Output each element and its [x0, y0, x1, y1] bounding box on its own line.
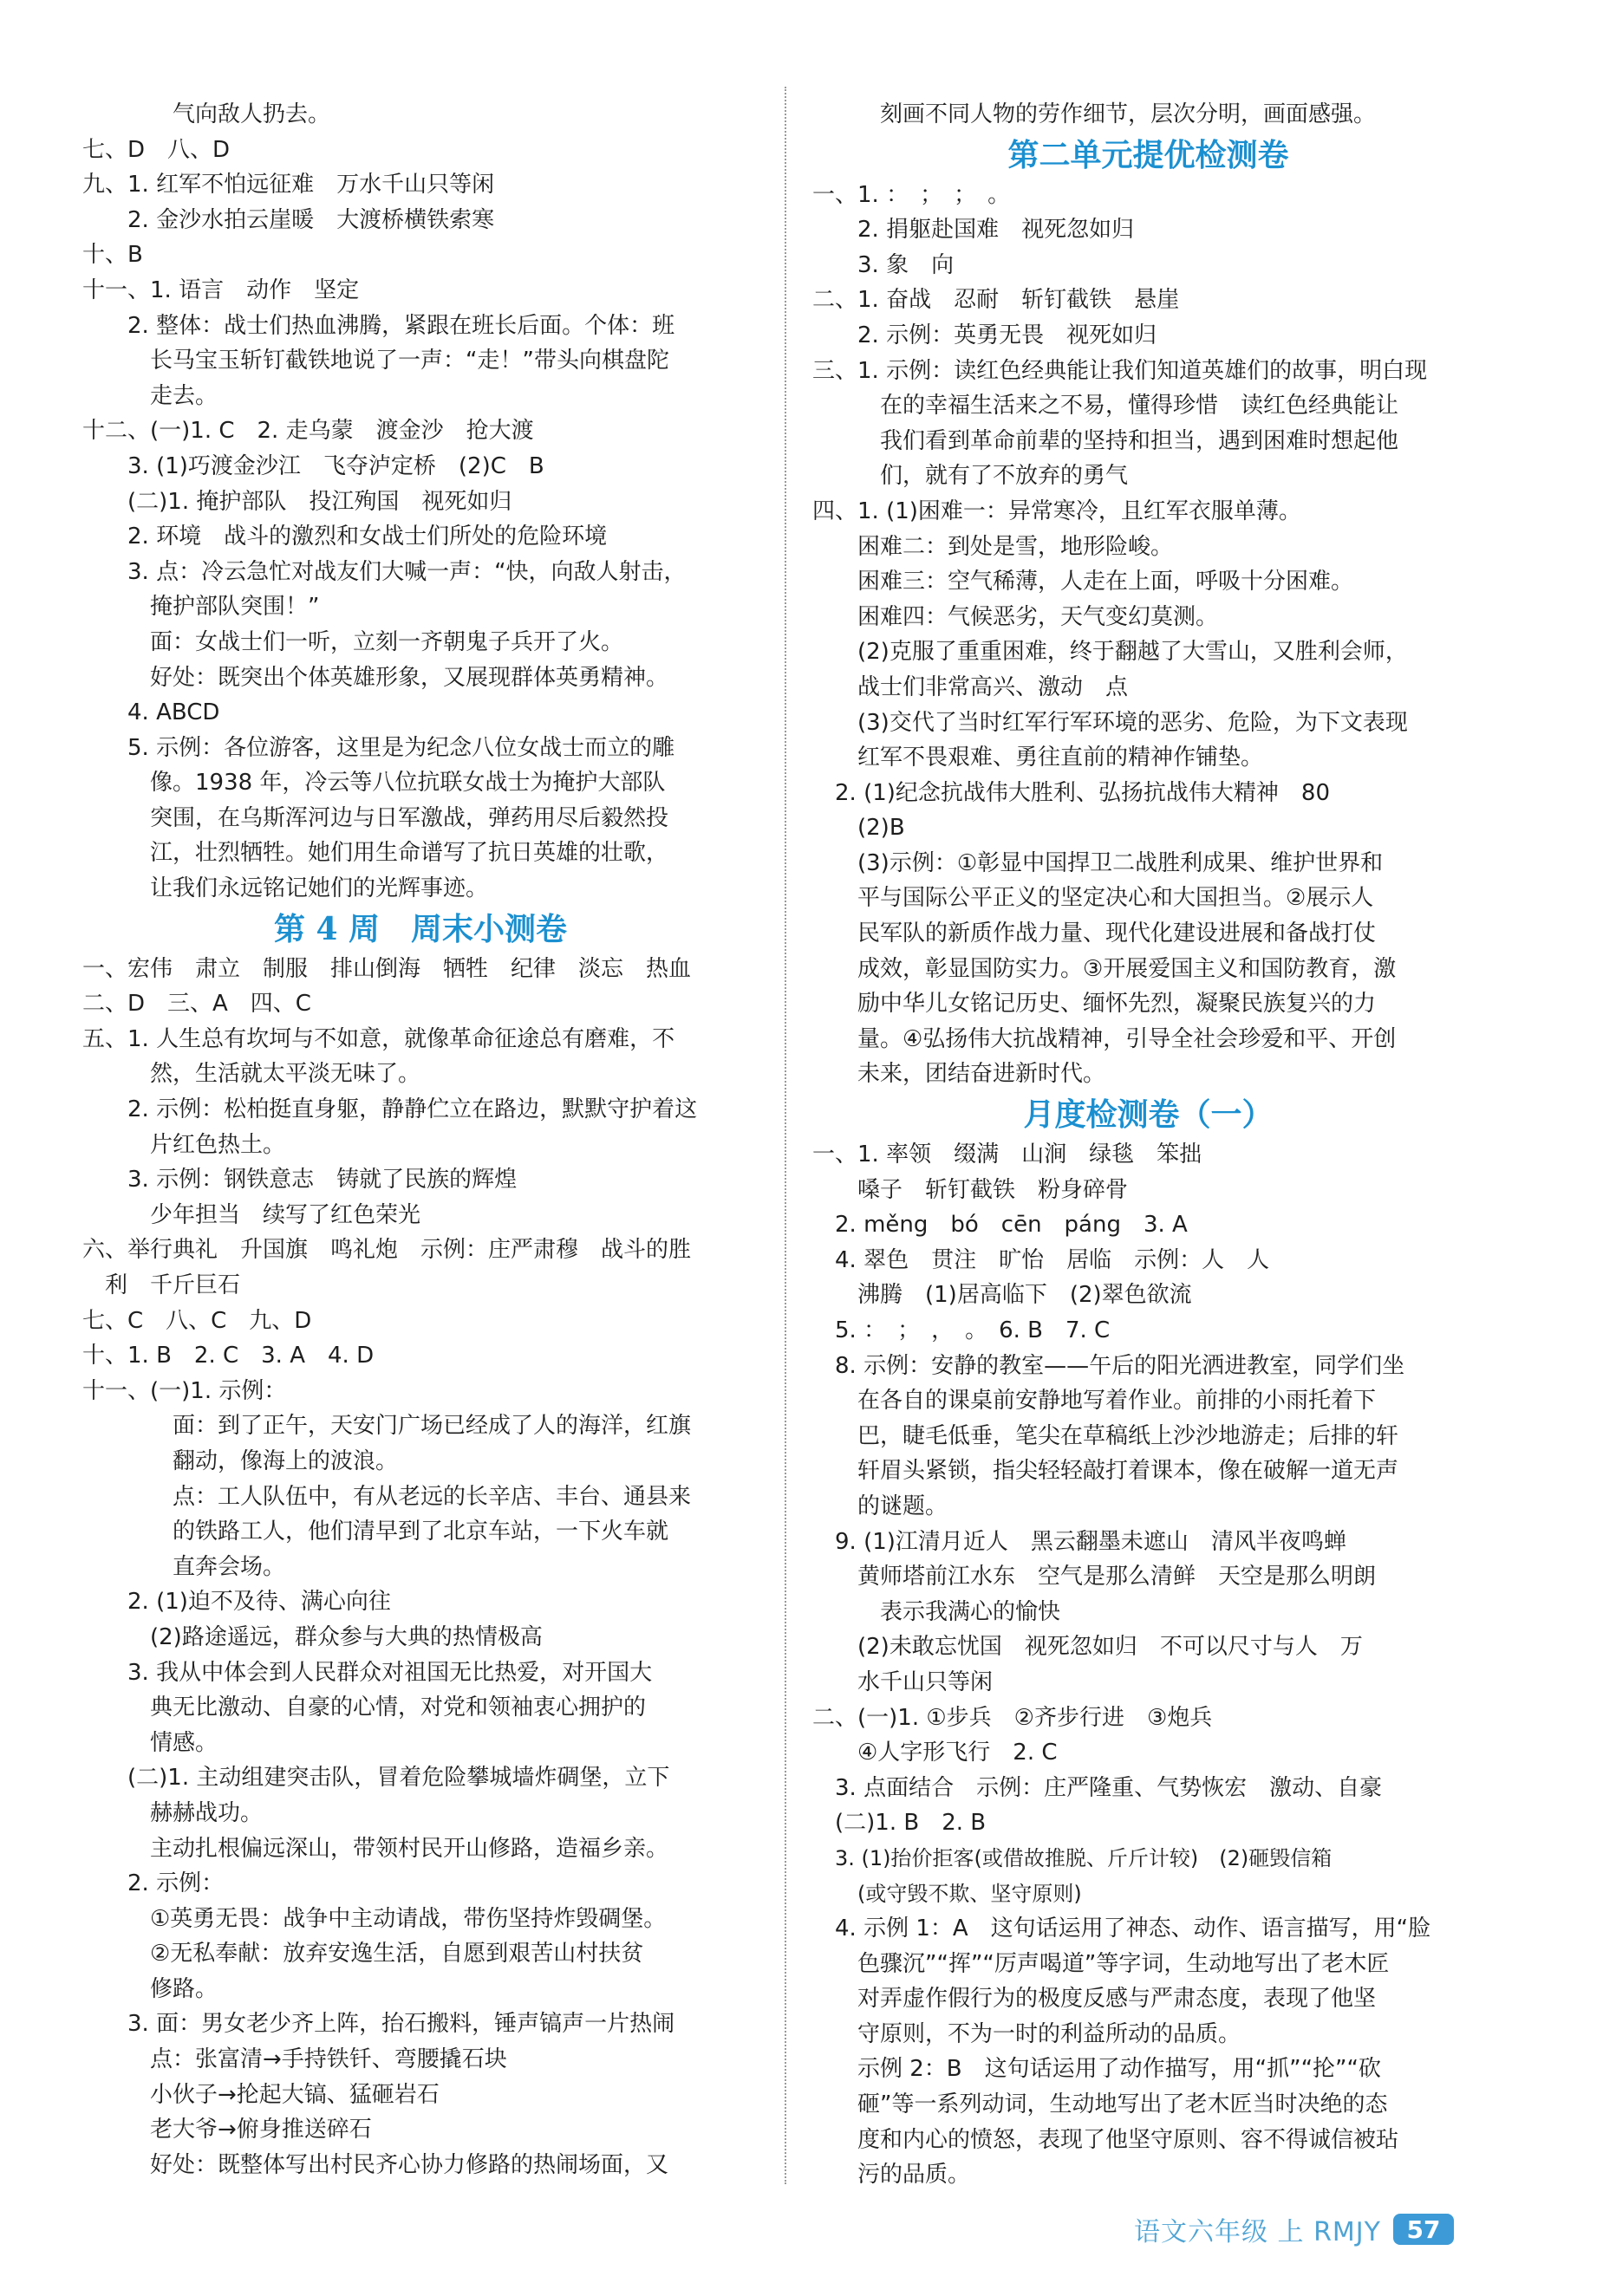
- answer-line: 守原则，不为一时的利益所动的品质。: [857, 2020, 1241, 2047]
- answer-line: 刻画不同人物的劳作细节，层次分明，画面感强。: [880, 101, 1377, 127]
- page-number: 57: [1393, 2214, 1454, 2245]
- left-column: [82, 97, 759, 2182]
- answer-line: 七、C 八、C 九、D: [82, 1307, 312, 1334]
- answer-line: ②无私奉献：放弃安逸生活，自愿到艰苦山村扶贫: [150, 1941, 644, 1968]
- answer-line: 2. 示例：: [127, 1870, 225, 1897]
- answer-line: 污的品质。: [857, 2162, 971, 2189]
- answer-line: 3. 面：男女老少齐上阵，抬石搬料，锤声镐声一片热闹: [127, 2011, 675, 2038]
- answer-line: 巴，睫毛低垂，笔尖在草稿纸上沙沙地游走；后排的轩: [857, 1422, 1399, 1449]
- answer-line: 气向敌人扔去。: [173, 101, 331, 127]
- column-divider: [785, 87, 786, 2184]
- answer-line: 二、1. 奋战 忍耐 斩钉截铁 悬崖: [812, 287, 1180, 314]
- answer-line: 点：工人队伍中，有从老远的长辛店、丰台、通县来: [173, 1483, 692, 1510]
- answer-line: 2. 示例：松柏挺直身躯，静静伫立在路边，默默守护着这: [127, 1096, 698, 1123]
- answer-line: 们，就有了不放弃的勇气: [880, 463, 1129, 490]
- answer-line: 平与国际公平正义的坚定决心和大国担当。②展示人: [857, 885, 1374, 912]
- answer-line: 像。1938 年，冷云等八位抗联女战士为掩护大部队: [150, 770, 666, 797]
- answer-line: 未来，团结奋进新时代。: [857, 1061, 1106, 1088]
- answer-line: 我们看到革命前辈的坚持和担当，遇到困难时想起他: [880, 427, 1399, 454]
- answer-line: 五、1. 人生总有坎坷与不如意，就像革命征途总有磨难，不: [82, 1025, 675, 1052]
- answer-line: 2. měng bó cēn páng 3. A: [835, 1212, 1188, 1239]
- answer-line: (2)克服了重重困难，终于翻越了大雪山，又胜利会师，: [857, 639, 1408, 666]
- answer-line: 困难三：空气稀薄，人走在上面，呼吸十分困难。: [857, 569, 1354, 595]
- answer-line: 好处：既整体写出村民齐心协力修路的热闹场面，又: [150, 2151, 669, 2178]
- answer-line: 十一、1. 语言 动作 坚定: [82, 276, 360, 303]
- answer-line: 让我们永远铭记她们的光辉事迹。: [150, 875, 489, 902]
- answer-line: 轩眉头紧锁，指尖轻轻敲打着课本，像在破解一道无声: [857, 1458, 1399, 1485]
- answer-line: 十二、(一)1. C 2. 走乌蒙 渡金沙 抢大渡: [82, 418, 534, 445]
- answer-line: 4. 翠色 贯注 旷怡 居临 示例：人 人: [835, 1246, 1270, 1273]
- answer-line: (2)未敢忘忧国 视死忽如归 不可以尺寸与人 万: [857, 1634, 1363, 1661]
- answer-line: 突围，在乌斯浑河边与日军激战，弹药用尽后毅然投: [150, 804, 669, 831]
- answer-line: 情感。: [150, 1729, 218, 1756]
- answer-line: (2)B: [857, 815, 905, 842]
- answer-line: 砸”等一系列动词，生动地写出了老木匠当时决绝的态: [857, 2091, 1388, 2118]
- answer-line: 3. 我从中体会到人民群众对祖国无比热爱，对开国大: [127, 1659, 653, 1686]
- answer-line: 3. 示例：钢铁意志 铸就了民族的辉煌: [127, 1167, 518, 1194]
- answer-line: 一、1. ： ； ； 。: [812, 181, 1011, 208]
- answer-line: (二)1. 掩护部队 投江殉国 视死如归: [127, 488, 512, 515]
- answer-line: 成效，彰显国防实力。③开展爱国主义和国防教育，激: [857, 955, 1397, 982]
- answer-line: 困难四：气候恶劣，天气变幻莫测。: [857, 603, 1219, 630]
- answer-line: 江，壮烈牺牲。她们用生命谱写了抗日英雄的壮歌，: [150, 840, 669, 867]
- answer-line: 4. 示例 1：A 这句话运用了神态、动作、语言描写，用“脸: [835, 1916, 1431, 1942]
- answer-line: 的铁路工人，他们清早到了北京车站，一下火车就: [173, 1519, 669, 1545]
- answer-line: 励中华儿女铭记历史、缅怀先烈，凝聚民族复兴的力: [857, 991, 1377, 1018]
- answer-line: 嗓子 斩钉截铁 粉身碎骨: [857, 1176, 1129, 1203]
- answer-line: (二)1. B 2. B: [835, 1810, 987, 1837]
- answer-line: 翻动，像海上的波浪。: [173, 1447, 399, 1474]
- answer-line: 直奔会场。: [173, 1553, 286, 1580]
- answer-line: 十、1. B 2. C 3. A 4. D: [82, 1343, 375, 1369]
- answer-line: 2. 环境 战斗的激烈和女战士们所处的危险环境: [127, 524, 608, 550]
- answer-line: 黄师塔前江水东 空气是那么清鲜 天空是那么明朗: [857, 1564, 1377, 1590]
- right-column: [812, 97, 1484, 2193]
- page-footer: [1134, 2212, 1454, 2247]
- answer-line: 示例 2：B 这句话运用了动作描写，用“抓”“抡”“砍: [857, 2056, 1381, 2083]
- answer-line: 3. 象 向: [857, 251, 955, 278]
- answer-line: 七、D 八、D: [82, 136, 231, 163]
- answer-line: ④人字形飞行 2. C: [857, 1740, 1058, 1766]
- answer-line: 六、举行典礼 升国旗 鸣礼炮 示例：庄严肃穆 战斗的胜: [82, 1237, 692, 1264]
- answer-line: 少年担当 续写了红色荣光: [150, 1201, 421, 1228]
- answer-line: 沸腾 (1)居高临下 (2)翠色欲流: [857, 1282, 1192, 1309]
- answer-line: 二、(一)1. ①步兵 ②齐步行进 ③炮兵: [812, 1704, 1213, 1731]
- answer-line: 困难二：到处是雪，地形险峻。: [857, 533, 1174, 560]
- answer-line: 度和内心的愤怒，表现了他坚守原则、容不得诚信被玷: [857, 2126, 1399, 2153]
- answer-line: 一、宏伟 肃立 制服 排山倒海 牺牲 纪律 淡忘 热血: [82, 955, 692, 982]
- answer-line: 8. 示例：安静的教室——午后的阳光洒进教室，同学们坐: [835, 1352, 1405, 1379]
- answer-line: 二、D 三、A 四、C: [82, 991, 311, 1018]
- answer-line: 十一、(一)1. 示例：: [82, 1377, 287, 1404]
- answer-line: 面：女战士们一听，立刻一齐朝鬼子兵开了火。: [150, 628, 624, 655]
- answer-line: 在各自的课桌前安静地写着作业。前排的小雨托着下: [857, 1388, 1377, 1415]
- answer-line: 一、1. 率领 缀满 山涧 绿毯 笨拙: [812, 1141, 1202, 1168]
- answer-line: (2)路途遥远，群众参与大典的热情极高: [150, 1623, 543, 1650]
- answer-line: (或守毁不欺、坚守原则): [857, 1881, 1082, 1906]
- answer-line: 十、B: [82, 242, 143, 269]
- answer-line: 2. 整体：战士们热血沸腾，紧跟在班长后面。个体：班: [127, 312, 675, 339]
- answer-line: 民军队的新质作战力量、现代化建设进展和备战打仗: [857, 920, 1377, 947]
- answer-line: 4. ABCD: [127, 699, 220, 726]
- answer-line: 表示我满心的愉快: [880, 1598, 1061, 1625]
- answer-line: 典无比激动、自豪的心情，对党和领袖衷心拥护的: [150, 1694, 647, 1721]
- answer-line: 5. ： ； ， 。 6. B 7. C: [835, 1317, 1111, 1343]
- answer-line: 掩护部队突围！”: [150, 594, 320, 621]
- answer-line: 3. (1)巧渡金沙江 飞夺泸定桥 (2)C B: [127, 452, 544, 479]
- answer-line: 长马宝玉斩钉截铁地说了一声：“走！”带头向棋盘陀: [150, 348, 669, 374]
- answer-line: 赫赫战功。: [150, 1799, 264, 1826]
- answer-line: 2. 示例：英勇无畏 视死如归: [857, 322, 1157, 348]
- answer-line: 水千山只等闲: [857, 1668, 994, 1695]
- answer-line: 然，生活就太平淡无味了。: [150, 1061, 421, 1088]
- subject-label: 语文六年级 上 RMJY: [1134, 2217, 1381, 2247]
- answer-line: 四、1. (1)困难一：异常寒冷，且红军衣服单薄。: [812, 498, 1301, 524]
- answer-line: 小伙子→抡起大镐、猛砸岩石: [150, 2081, 440, 2108]
- answer-line: 3. 点面结合 示例：庄严隆重、气势恢宏 激动、自豪: [835, 1774, 1383, 1801]
- answer-line: 修路。: [150, 1975, 218, 2002]
- answer-line: 对弄虚作假行为的极度反感与严肃态度，表现了他坚: [857, 1986, 1377, 2013]
- answer-line: 好处：既突出个体英雄形象，又展现群体英勇精神。: [150, 664, 669, 691]
- answer-line: 3. (1)抬价拒客(或借故推脱、斤斤计较) (2)砸毁信箱: [835, 1845, 1333, 1870]
- answer-line: 2. 金沙水拍云崖暖 大渡桥横铁索寒: [127, 206, 495, 233]
- answer-line: 利 千斤巨石: [105, 1272, 241, 1298]
- answer-line: 在的幸福生活来之不易，懂得珍惜 读红色经典能让: [880, 393, 1399, 420]
- answer-line: (3)交代了当时红军行军环境的恶劣、危险，为下文表现: [857, 709, 1408, 736]
- answer-line: 量。④弘扬伟大抗战精神，引导全社会珍爱和平、开创: [857, 1025, 1397, 1052]
- answer-line: 2. (1)纪念抗战伟大胜利、弘扬抗战伟大精神 80: [835, 779, 1330, 806]
- answer-line: 九、1. 红军不怕远征难 万水千山只等闲: [82, 172, 495, 198]
- answer-line: 点：张富清→手持铁钎、弯腰撬石块: [150, 2046, 507, 2073]
- answer-line: 红军不畏艰难、勇往直前的精神作铺垫。: [857, 745, 1264, 771]
- answer-line: 主动扎根偏远深山，带领村民开山修路，造福乡亲。: [150, 1835, 669, 1862]
- answer-line: 三、1. 示例：读红色经典能让我们知道英雄们的故事，明白现: [812, 357, 1428, 384]
- answer-line: 3. 点：冷云急忙对战友们大喊一声：“快，向敌人射击，: [127, 558, 687, 585]
- answer-line: 面：到了正午，天安门广场已经成了人的海洋，红旗: [173, 1413, 692, 1440]
- section-heading: 第二单元提优检测卷: [1007, 136, 1289, 173]
- answer-line: 老大爷→俯身推送碎石: [150, 2117, 372, 2143]
- answer-line: 9. (1)江清月近人 黑云翻墨未遮山 清风半夜鸣蝉: [835, 1528, 1346, 1555]
- answer-line: 战士们非常高兴、激动 点: [857, 673, 1129, 700]
- answer-line: 的谜题。: [857, 1493, 948, 1519]
- answer-line: ①英勇无畏：战争中主动请战，带伤坚持炸毁碉堡。: [150, 1905, 667, 1932]
- section-heading: 月度检测卷（一）: [1023, 1096, 1274, 1134]
- answer-line: 片红色热土。: [150, 1131, 286, 1158]
- answer-line: 色骤沉”“挥”“厉声喝道”等字词，生动地写出了老木匠: [857, 1950, 1390, 1977]
- answer-line: 2. (1)迫不及待、满心向往: [127, 1589, 391, 1616]
- answer-line: (二)1. 主动组建突击队，冒着危险攀城墙炸碉堡，立下: [127, 1765, 670, 1792]
- answer-line: 2. 捐躯赴国难 视死忽如归: [857, 217, 1135, 244]
- answer-line: 走去。: [150, 382, 218, 409]
- answer-line: 5. 示例：各位游客，这里是为纪念八位女战士而立的雕: [127, 734, 675, 761]
- answer-line: (3)示例：①彰显中国捍卫二战胜利成果、维护世界和: [857, 849, 1384, 876]
- section-heading: 第 4 周 周末小测卷: [273, 910, 568, 947]
